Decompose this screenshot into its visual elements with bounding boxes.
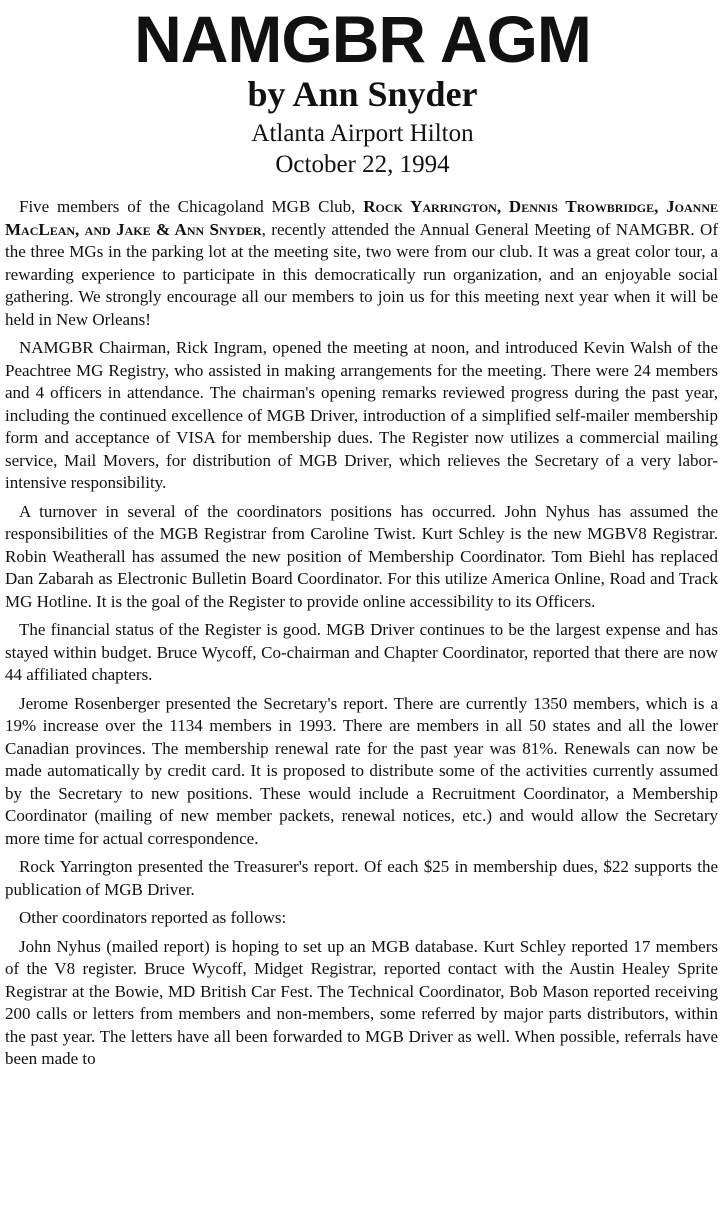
article-body: [5, 196, 718, 1077]
article-title: NAMGBR AGM: [134, 2, 591, 76]
paragraph-5: Jerome Rosenberger presented the Secretary's report. There are currently 1350 members, which is a 19% increase over the 1134 members in 1993. There are members in all 50 states and all the lower Canadian provinces. The membership renewal rate for the past year was 81%. Renewals can now be made automatically by credit card. It is proposed to distribute some of the activities currently assumed by the Secretary to new positions. These would include a Recruitment Coordinator, a Membership Coordinator (mailing of new member packets, renewal notices, etc.) and would allow the Secretary more time for actual correspondence.: [5, 693, 718, 848]
paragraph-6: Rock Yarrington presented the Treasurer's report. Of each $25 in membership dues, $22 supports the publication of MGB Driver.: [5, 857, 718, 899]
paragraph-1-rest: , recently attended the Annual General Meeting of NAMGBR. Of the three MGs in the parking lot at the meeting site, two were from our club. It was a great color tour, a rewarding experience to participate in this democratically run organization, and an enjoyable social gathering. We strongly encourage all our members to join us for this meeting next year when it will be held in New Orleans!: [5, 219, 718, 329]
attendee-names: Rock Yarrington, Dennis Trowbridge, Joanne MacLean, and Jake & Ann Snyder: [5, 197, 718, 239]
paragraph-3: A turnover in several of the coordinators positions has occurred. John Nyhus has assumed the responsibilities of the MGB Registrar from Caroline Twist. Kurt Schley is the new MGBV8 Registrar. Robin Weatherall has assumed the new position of Membership Coordinator. Tom Biehl has replaced Dan Zabarah as Electronic Bulletin Board Coordinator. For this utilize America Online, Road and Track MG Hotline. It is the goal of the Register to provide online accessibility to its Officers.: [5, 501, 718, 611]
paragraph-8: John Nyhus (mailed report) is hoping to set up an MGB database. Kurt Schley reported 17 members of the V8 register. Bruce Wycoff, Midget Registrar, reported contact with the Austin Healey Sprite Registrar at the Bowie, MD British Car Fest. The Technical Coordinator, Bob Mason reported receiving 200 calls or letters from members and non-members, some referred by major parts distributors, within the past year. The letters have all been forwarded to MGB Driver as well. When possible, referrals have been made to: [5, 936, 718, 1068]
paragraph-2: NAMGBR Chairman, Rick Ingram, opened the meeting at noon, and introduced Kevin Walsh of the Peachtree MG Registry, who assisted in making arrangements for the meeting. There were 24 members and 4 officers in attendance. The chairman's opening remarks reviewed progress during the past year, including the continued excellence of MGB Driver, introduction of a simplified self-mailer membership form and acceptance of VISA for membership dues. The Register now utilizes a commercial mailing service, Mail Movers, for distribution of MGB Driver, which relieves the Secretary of a very labor-intensive responsibility.: [5, 338, 718, 492]
paragraph-1: [5, 196, 718, 331]
article-byline: by Ann Snyder: [247, 74, 478, 114]
paragraph-7: Other coordinators reported as follows:: [19, 908, 287, 927]
paragraph-4: The financial status of the Register is good. MGB Driver continues to be the largest expense and has stayed within budget. Bruce Wycoff, Co-chairman and Chapter Coordinator, reported that there are now 44 affiliated chapters.: [5, 620, 718, 684]
event-venue: Atlanta Airport Hilton: [251, 120, 474, 147]
event-date: October 22, 1994: [275, 151, 450, 178]
paragraph-1-intro: Five members of the Chicagoland MGB Club,: [19, 197, 364, 216]
